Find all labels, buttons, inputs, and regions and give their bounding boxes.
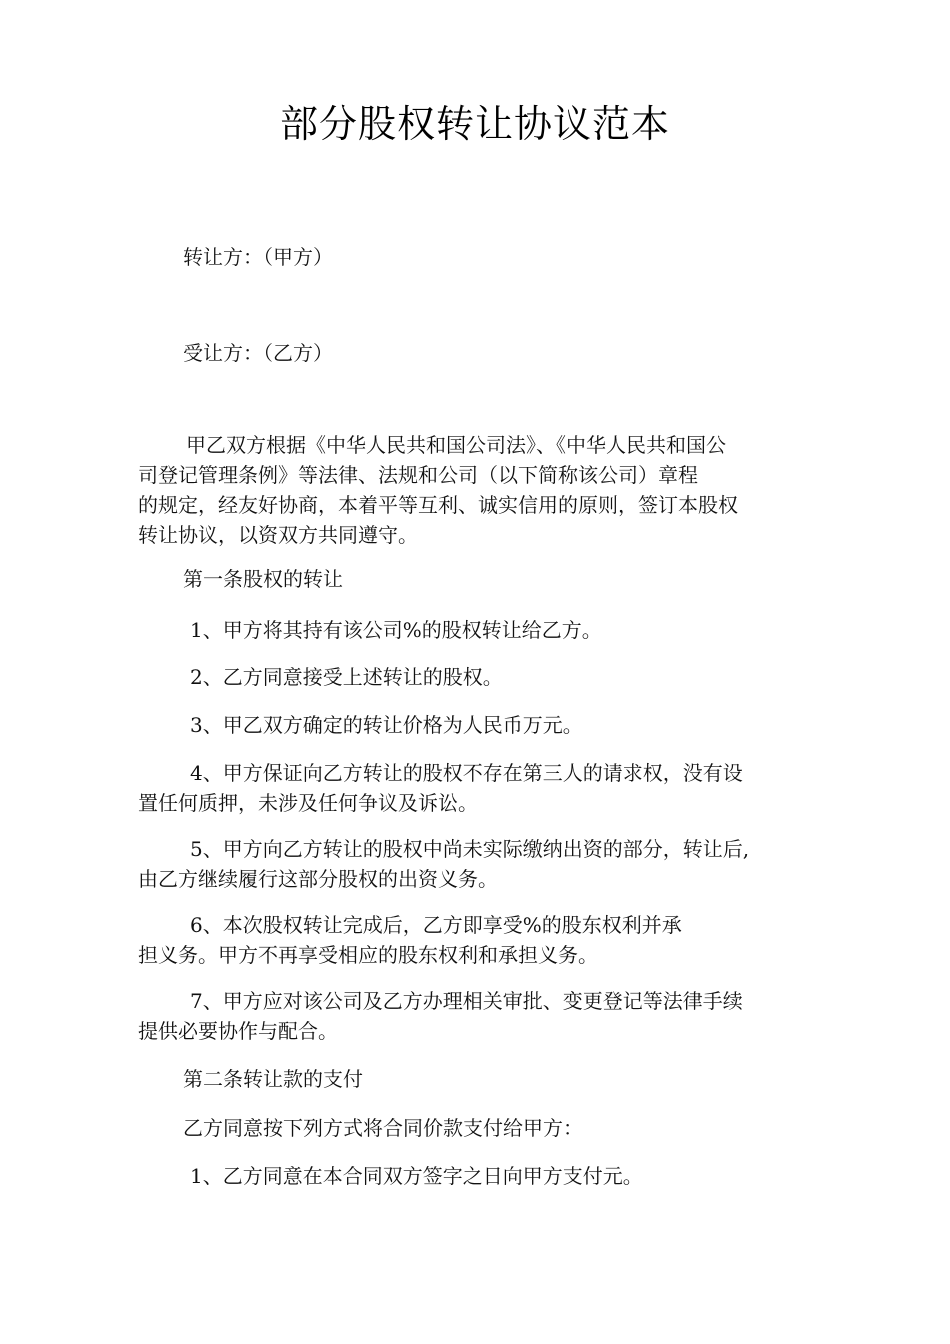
- preamble-line-3: 的规定，经友好协商，本着平等互利、诚实信用的原则，签订本股权: [138, 493, 738, 517]
- article1-item-6: [138, 910, 818, 970]
- preamble-line-4: 转让协议，以资双方共同遵守。: [138, 523, 418, 547]
- article1-item-2: 2、乙方同意接受上述转让的股权。: [190, 665, 503, 689]
- article2-intro: 乙方同意按下列方式将合同价款支付给甲方：: [183, 1116, 583, 1140]
- article1-heading: 第一条股权的转让: [183, 567, 343, 591]
- article1-item-7-line-1: 7、甲方应对该公司及乙方办理相关审批、变更登记等法律手续: [190, 989, 743, 1013]
- article1-item-4-line-2: 置任何质押，未涉及任何争议及诉讼。: [138, 791, 478, 815]
- transferor-line: 转让方：（甲方）: [183, 245, 333, 269]
- preamble-paragraph: [138, 430, 818, 550]
- article2-item-1: 1、乙方同意在本合同双方签字之日向甲方支付元。: [190, 1164, 643, 1188]
- preamble-line-1: 甲乙双方根据《中华人民共和国公司法》、《中华人民共和国公: [186, 433, 726, 457]
- article1-item-3: 3、甲乙双方确定的转让价格为人民币万元。: [190, 713, 583, 737]
- article1-item-5: [138, 834, 818, 894]
- transferee-line: 受让方：（乙方）: [183, 341, 333, 365]
- article1-item-1: 1、甲方将其持有该公司%的股权转让给乙方。: [190, 618, 602, 642]
- article2-heading: 第二条转让款的支付: [183, 1067, 363, 1091]
- article1-item-4-line-1: 4、甲方保证向乙方转让的股权不存在第三人的请求权，没有设: [190, 761, 743, 785]
- article1-item-4: [138, 758, 818, 818]
- article1-item-5-line-1: 5、甲方向乙方转让的股权中尚未实际缴纳出资的部分，转让后,: [190, 837, 750, 861]
- article1-item-6-line-1: 6、本次股权转让完成后，乙方即享受%的股东权利并承: [190, 913, 682, 937]
- article1-item-5-line-2: 由乙方继续履行这部分股权的出资义务。: [138, 867, 498, 891]
- article1-item-7-line-2: 提供必要协作与配合。: [138, 1019, 338, 1043]
- document-title: 部分股权转让协议范本: [279, 102, 670, 146]
- article1-item-7: [138, 986, 818, 1046]
- preamble-line-2: 司登记管理条例》等法律、法规和公司（以下简称该公司）章程: [138, 463, 698, 487]
- article1-item-6-line-2: 担义务。甲方不再享受相应的股东权利和承担义务。: [138, 943, 598, 967]
